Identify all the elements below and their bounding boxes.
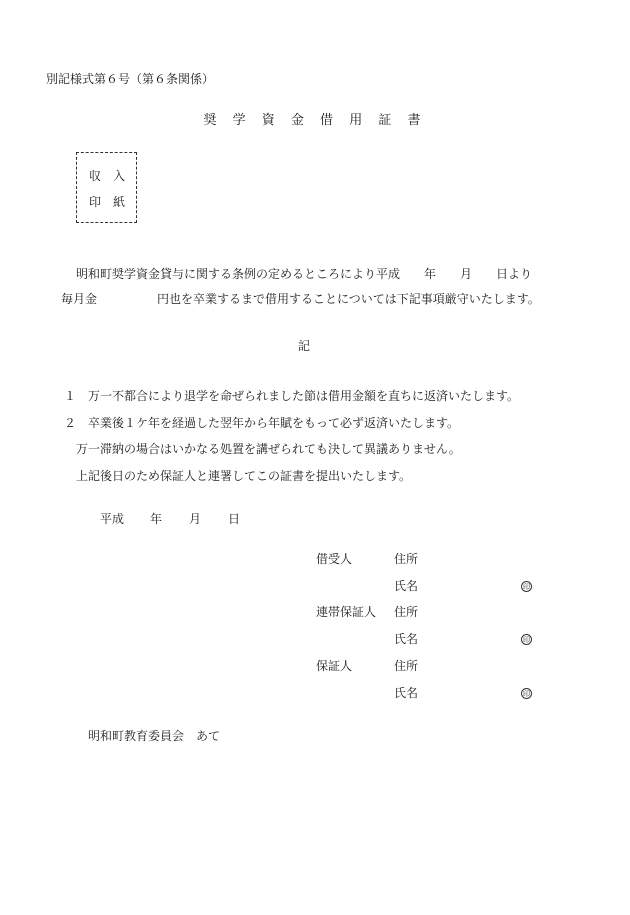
item-text: 卒業後１ケ年を経過した翌年から年賦をもって必ず返済いたします。 xyxy=(88,416,460,430)
date-month: 月 xyxy=(189,512,202,526)
date-day: 日 xyxy=(228,512,241,526)
address-label: 住所 xyxy=(394,659,419,673)
date-era: 平成 xyxy=(100,512,125,526)
name-label: 氏名 xyxy=(394,632,419,646)
revenue-stamp-box xyxy=(76,152,137,223)
note-submission: 上記後日のため保証人と連署してこの証書を提出いたします。 xyxy=(76,469,412,483)
seal-mark: 印 xyxy=(523,583,530,591)
item-number: １ xyxy=(64,389,77,403)
intro-line-2: 毎月金 円也を卒業するまで借用することについては下記事項厳守いたします。 xyxy=(61,292,540,306)
item-number: ２ xyxy=(64,416,77,430)
joint-guarantor-label: 連帯保証人 xyxy=(316,605,377,619)
name-label: 氏名 xyxy=(394,686,419,700)
name-label: 氏名 xyxy=(394,579,419,593)
seal-mark: 印 xyxy=(523,690,530,698)
guarantor-label: 保証人 xyxy=(316,659,353,673)
stamp-label-line2: 印 紙 xyxy=(89,195,126,209)
intro-line-1: 明和町奨学資金貸与に関する条例の定めるところにより平成 年 月 日より xyxy=(76,267,533,281)
addressee: 明和町教育委員会 あて xyxy=(88,729,221,743)
note-penalty: 万一滞納の場合はいかなる処置を講ぜられても決して異議ありません。 xyxy=(76,442,461,456)
borrower-label: 借受人 xyxy=(316,552,353,566)
ki-heading: 記 xyxy=(298,339,311,353)
address-label: 住所 xyxy=(394,552,419,566)
stamp-label-line1: 収 入 xyxy=(89,169,126,183)
document-title: 奨 学 資 金 借 用 証 書 xyxy=(203,113,427,128)
seal-mark: 印 xyxy=(523,636,530,644)
address-label: 住所 xyxy=(394,605,419,619)
item-text: 万一不都合により退学を命ぜられました節は借用金額を直ちに返済いたします。 xyxy=(88,389,520,403)
date-year: 年 xyxy=(150,512,163,526)
form-number: 別記様式第６号（第６条関係） xyxy=(46,72,215,86)
